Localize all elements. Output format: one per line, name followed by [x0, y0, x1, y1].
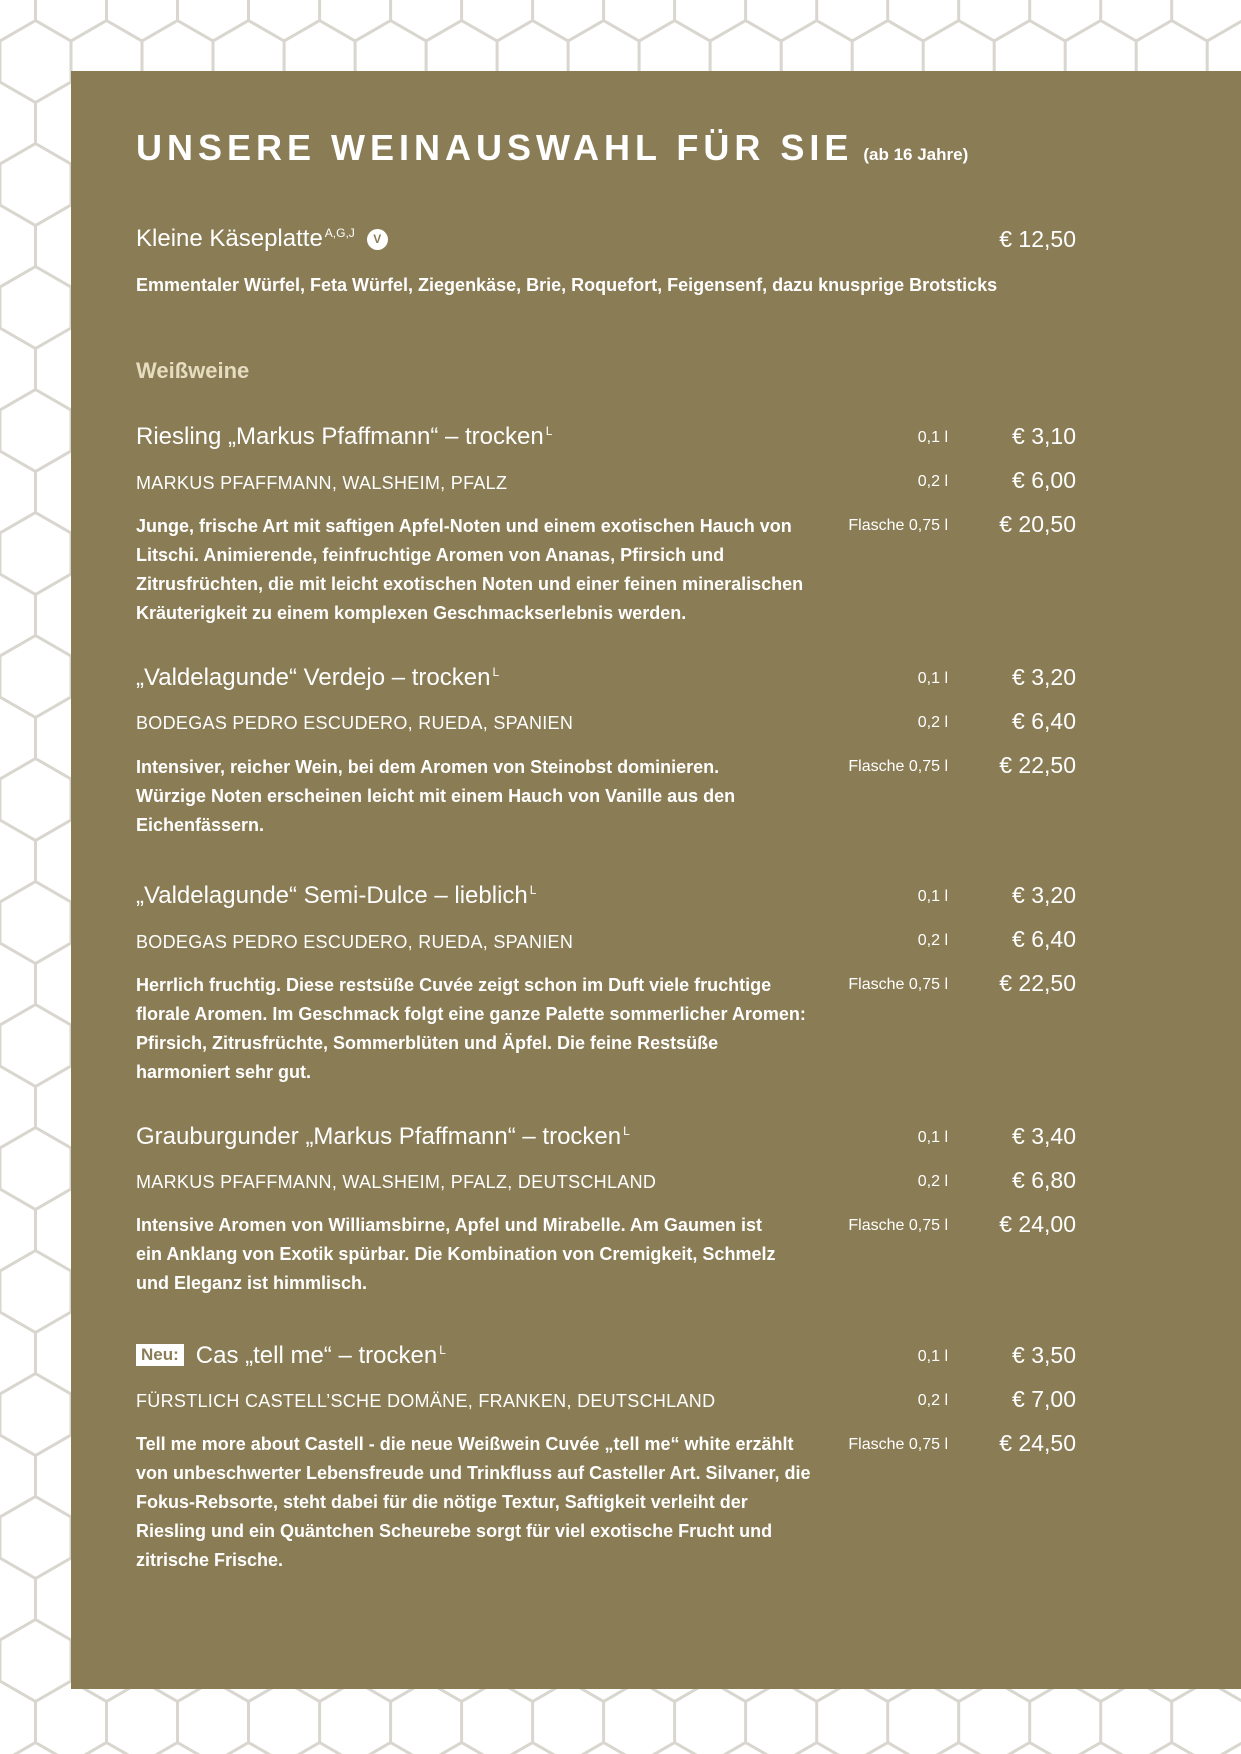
- price-value: € 6,80: [1012, 1167, 1076, 1193]
- wine-description: Tell me more about Castell - die neue Weißwein Cuvée „tell me“ white erzählt von unbeschwerter Lebensfreude und Trinkfluss auf Casteller Art. Silvaner, die Fokus-Rebsorte, steht dabei für die nötige Textur, Saftigkeit verleiht der Riesling und ein Quäntchen Scheurebe sorgt für viel exotische Frucht und zitrische Frische.: [136, 1434, 811, 1570]
- size-label: Flasche 0,75 l: [848, 1436, 948, 1453]
- wine-name: Grauburgunder „Markus Pfaffmann“ – trocken $^L$: [136, 1123, 630, 1150]
- price-value: € 3,50: [1012, 1342, 1076, 1368]
- price-value: € 3,20: [1012, 882, 1076, 908]
- vegetarian-badge-icon: V: [367, 229, 388, 250]
- size-label: 0,1 l: [917, 888, 948, 905]
- wine-producer: FÜRSTLICH CASTELL’SCHE DOMÄNE, FRANKEN, DEUTSCHLAND: [136, 1391, 716, 1411]
- price-value: € 3,20: [1012, 664, 1076, 690]
- wine-allergen: L: [439, 1343, 446, 1357]
- cheese-price: € 12,50: [999, 226, 1076, 252]
- wine-name: Neu: Cas „tell me“ – trocken $^L$: [136, 1342, 446, 1370]
- new-badge: Neu:: [136, 1344, 184, 1366]
- section-title-white-wines: Weißweine: [136, 358, 250, 383]
- price-value: € 6,40: [1012, 708, 1076, 734]
- price-value: € 20,50: [999, 511, 1076, 537]
- size-label: 0,2 l: [917, 1392, 948, 1409]
- price-value: € 22,50: [999, 970, 1076, 996]
- size-label: 0,2 l: [917, 932, 948, 949]
- size-label: Flasche 0,75 l: [848, 758, 948, 775]
- price-value: € 22,50: [999, 752, 1076, 778]
- wine-producer: MARKUS PFAFFMANN, WALSHEIM, PFALZ, DEUTSCHLAND: [136, 1172, 657, 1192]
- cheese-description: Emmentaler Würfel, Feta Würfel, Ziegenkäse, Brie, Roquefort, Feigensenf, dazu knusprige Brotsticks: [136, 275, 998, 295]
- wine-description: Intensive Aromen von Williamsbirne, Apfel und Mirabelle. Am Gaumen ist ein Anklang von Exotik spürbar. Die Kombination von Cremigkeit, Schmelz und Eleganz ist himmlisch.: [136, 1215, 776, 1293]
- wine-producer: MARKUS PFAFFMANN, WALSHEIM, PFALZ: [136, 473, 508, 493]
- wine-allergen: L: [545, 424, 553, 438]
- size-label: 0,2 l: [917, 714, 948, 731]
- wine-name: „Valdelagunde“ Semi-Dulce – lieblich $^L$: [136, 882, 537, 909]
- cheese-allergens: A,G,J: [324, 226, 355, 240]
- menu-header: [136, 127, 968, 169]
- size-label: Flasche 0,75 l: [848, 976, 948, 993]
- size-label: 0,1 l: [917, 1129, 948, 1146]
- price-value: € 24,00: [999, 1211, 1076, 1237]
- cheese-item-name: [136, 225, 388, 253]
- price-value: € 24,50: [999, 1430, 1076, 1456]
- wine-name: Riesling „Markus Pfaffmann“ – trocken $^L$: [136, 423, 553, 450]
- size-label: 0,2 l: [917, 1173, 948, 1190]
- price-value: € 6,00: [1012, 467, 1076, 493]
- size-label: 0,1 l: [917, 429, 948, 446]
- wine-description: Herrlich fruchtig. Diese restsüße Cuvée zeigt schon im Duft viele fruchtige florale Aromen. Im Geschmack folgt eine ganze Palette sommerlicher Aromen: Pfirsich, Zitrusfrüchte, Sommerblüten und Äpfel. Die feine Restsüße harmoniert sehr gut.: [136, 975, 806, 1082]
- wine-name: „Valdelagunde“ Verdejo – trocken $^L$: [136, 664, 500, 691]
- size-label: 0,2 l: [917, 473, 948, 490]
- cheese-name: Kleine Käseplatte: [136, 225, 323, 252]
- wine-producer: BODEGAS PEDRO ESCUDERO, RUEDA, SPANIEN: [136, 713, 574, 733]
- age-note: (ab 16 Jahre): [863, 145, 969, 164]
- page-title: UNSERE WEINAUSWAHL FÜR SIE: [136, 127, 854, 168]
- price-value: € 6,40: [1012, 926, 1076, 952]
- wine-allergen: L: [623, 1124, 630, 1138]
- wine-allergen: L: [492, 665, 500, 679]
- wine-description: Junge, frische Art mit saftigen Apfel-Noten und einem exotischen Hauch von Litschi. Animierende, feinfruchtige Aromen von Ananas, Pfirsich und Zitrusfrüchten, die mit leicht exotischen Noten und einer feinen mineralischen Kräuterigkeit zu einem komplexen Geschmackserlebnis werden.: [136, 516, 804, 623]
- wine-allergen: L: [529, 883, 537, 897]
- size-label: 0,1 l: [917, 1348, 948, 1365]
- size-label: Flasche 0,75 l: [848, 517, 948, 534]
- size-label: 0,1 l: [917, 670, 948, 687]
- wine-menu-panel: [71, 71, 1241, 1689]
- wine-description: Intensiver, reicher Wein, bei dem Aromen von Steinobst dominieren. Würzige Noten erscheinen leicht mit einem Hauch von Vanille aus den Eichenfässern.: [136, 757, 736, 835]
- price-value: € 7,00: [1012, 1386, 1076, 1412]
- size-label: Flasche 0,75 l: [848, 1217, 948, 1234]
- price-value: € 3,10: [1012, 423, 1076, 449]
- wine-producer: BODEGAS PEDRO ESCUDERO, RUEDA, SPANIEN: [136, 932, 574, 952]
- price-value: € 3,40: [1012, 1123, 1076, 1149]
